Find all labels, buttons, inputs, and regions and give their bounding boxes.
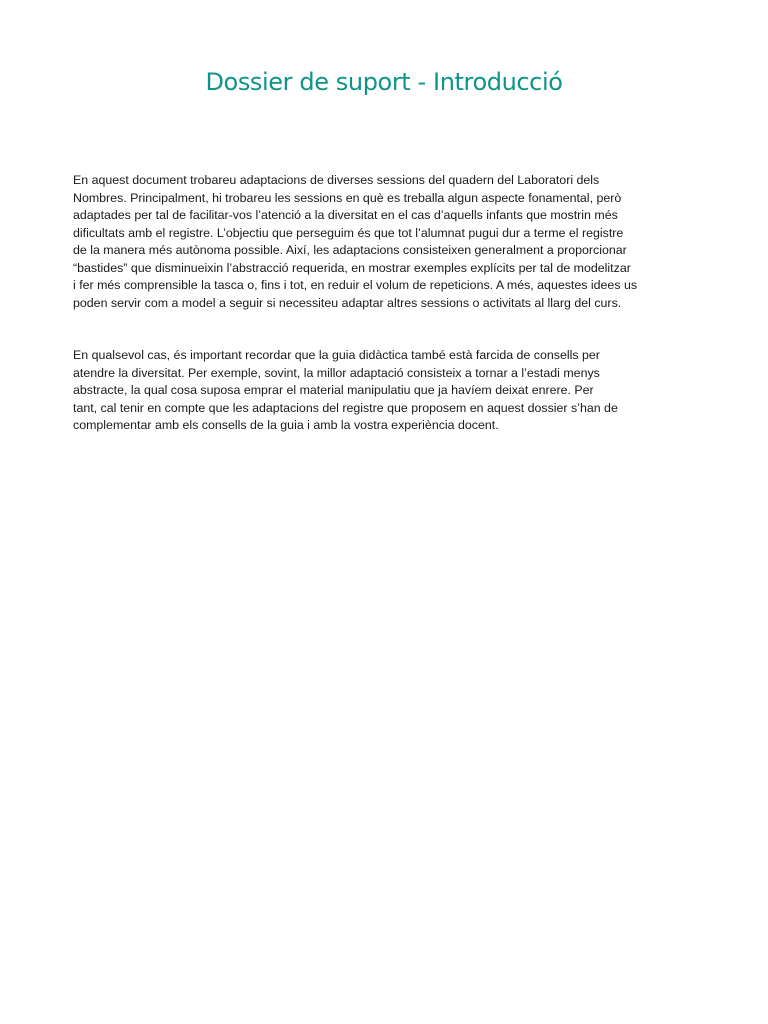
- paragraph-line: “bastides” que disminueixin l’abstracció requerida, en mostrar exemples explícits per tal de modelitzar: [73, 260, 631, 275]
- intro-paragraph-1: [73, 172, 693, 312]
- paragraph-line: abstracte, la qual cosa suposa emprar el material manipulatiu que ja havíem deixat enrere. Per: [73, 383, 594, 397]
- paragraph-line: En aquest document trobareu adaptacions de diverses sessions del quadern del Laboratori dels: [73, 173, 600, 187]
- page-title: Dossier de suport - Introducció: [205, 68, 563, 96]
- paragraph-line: complementar amb els consells de la guia i amb la vostra experiència docent.: [73, 418, 499, 432]
- paragraph-line: adaptades per tal de facilitar-vos l’atenció a la diversitat en el cas d’aquells infants que mostrin més: [73, 208, 618, 222]
- paragraph-line: dificultats amb el registre. L’objectiu que perseguim és que tot l’alumnat pugui dur a terme el registre: [73, 225, 624, 240]
- intro-paragraph-2: [73, 347, 693, 435]
- paragraph-line: i fer més comprensible la tasca o, fins i tot, en reduir el volum de repeticions. A més, aquestes idees us: [73, 278, 638, 292]
- paragraph-line: En qualsevol cas, és important recordar que la guia didàctica també està farcida de consells per: [73, 348, 600, 362]
- paragraph-line: Nombres. Principalment, hi trobareu les sessions en què es treballa algun aspecte fonamental, però: [73, 190, 622, 205]
- paragraph-line: atendre la diversitat. Per exemple, sovint, la millor adaptació consisteix a tornar a l’estadi menys: [73, 365, 600, 380]
- paragraph-line: de la manera més autònoma possible. Així, les adaptacions consisteixen generalment a proporcionar: [73, 243, 627, 257]
- paragraph-line: tant, cal tenir en compte que les adaptacions del registre que proposem en aquest dossier s’han de: [73, 400, 618, 415]
- paragraph-line: poden servir com a model a seguir si necessiteu adaptar altres sessions o activitats al llarg del curs.: [73, 295, 622, 310]
